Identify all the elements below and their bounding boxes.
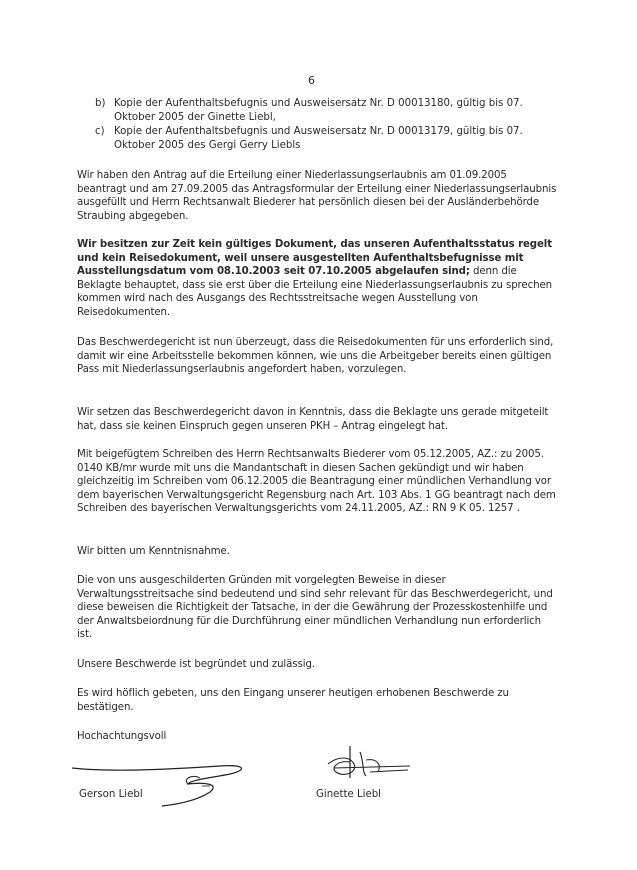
list-item-c <box>95 125 545 152</box>
paragraph-continuation: denn die Beklagte behauptet, dass sie erst über die Erteilung eine Niederlassungserlaubnis zu sprechen kommen wird nach des Ausgangs des Rechtsstreitsache wegen Ausstellung von Reisedokumenten. <box>77 266 552 318</box>
paragraph-notification: Wir setzen das Beschwerdegericht davon in Kenntnis, dass die Beklagte uns gerade mitgeteilt hat, dass sie keinen Einspruch gegen unseren PKH – Antrag eingelegt hat. <box>77 407 549 432</box>
list-marker: c) <box>95 126 105 137</box>
paragraph-document-status <box>77 238 557 320</box>
list-item-text: Kopie der Aufenthaltsbefugnis und Ausweisersatz Nr. D 00013180, gültig bis 07. Oktober 2005 der Ginette Liebl, <box>114 98 523 123</box>
paragraph-request-notice: Wir bitten um Kenntnisnahme. <box>77 546 230 557</box>
signature-name-right: Ginette Liebl <box>316 789 382 800</box>
list-item-b <box>95 97 545 124</box>
paragraph-application: Wir haben den Antrag auf die Erteilung einer Niederlassungserlaubnis am 01.09.2005 beantragt und am 27.09.2005 das Antragsformular der Erteilung einer Niederlassungserlaubnis ausgefüllt und Herrn Rechtsanwalt Biederer hat persönlich diesen bei der Ausländerbehörde Straubing abgegeben. <box>77 170 557 222</box>
paragraph-attorney-letter: Mit beigefügtem Schreiben des Herrn Rechtsanwalts Biederer vom 05.12.2005, AZ.: zu 2005. 0140 KB/mr wurde mit uns die Mandantschaft in diesen Sachen gekündigt und wir haben gleichzeitig im Schreiben vom 06.12.2005 die Beantragung einer mündlichen Verhandlung vor dem bayerischen Verwaltungsgericht Regensburg nach Art. 103 Abs. 1 GG beantragt nach dem Schreiben des bayerischen Verwaltungsgerichts vom 24.11.2005, AZ.: RN 9 K 05. 1257 . <box>77 449 556 515</box>
list-marker: b) <box>95 98 106 109</box>
signature-name-left: Gerson Liebl <box>79 789 143 800</box>
closing-salutation: Hochachtungsvoll <box>77 731 167 742</box>
list-item-text: Kopie der Aufenthaltsbefugnis und Ausweisersatz Nr. D 00013179, gültig bis 07. Oktober 2005 des Gergi Gerry Liebls <box>114 126 523 151</box>
paragraph-court-conviction: Das Beschwerdegericht ist nun überzeugt, dass die Reisedokumenten für uns erforderlich sind, damit wir eine Arbeitsstelle bekommen können, wie uns die Arbeitgeber bereits einen gültigen Pass mit Niederlassungserlaubnis angefordert haben, vorzulegen. <box>77 337 554 376</box>
paragraph-bold-statement: Wir besitzen zur Zeit kein gültiges Dokument, das unseren Aufenthaltsstatus regelt und kein Reisedokument, weil unsere ausgestellten Aufenthaltsbefugnisse mit Ausstellungsdatum vom 08.10.2003 seit 07.10.2005 abgelaufen sind; <box>77 239 552 278</box>
page-number: 6 <box>308 74 315 87</box>
paragraph-reasons: Die von uns ausgeschilderten Gründen mit vorgelegten Beweise in dieser Verwaltungsstreitsache sind bedeutend und sind sehr relevant für das Beschwerdegericht, und diese beweisen die Richtigkeit der Tatsache, in der die Gewährung der Prozesskostenhilfe und der Anwaltsbeiordnung für die Durchführung einer mündlichen Verhandlung nun erforderlich ist. <box>77 575 553 641</box>
signature-ginette <box>320 742 420 787</box>
paragraph-justification: Unsere Beschwerde ist begründet und zulässig. <box>77 659 315 670</box>
paragraph-confirmation-request: Es wird höflich gebeten, uns den Eingang unserer heutigen erhobenen Beschwerde zu bestätigen. <box>77 688 509 713</box>
